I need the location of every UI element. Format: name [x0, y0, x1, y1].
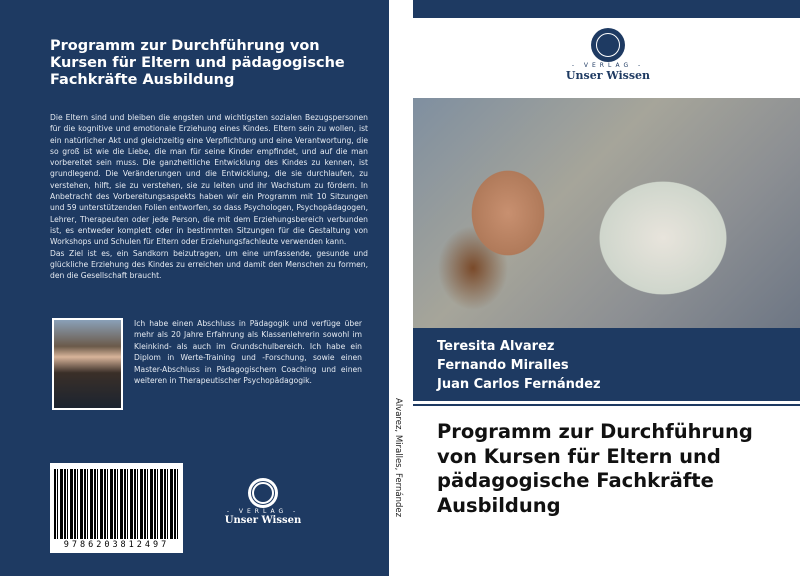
pen-nib-icon — [591, 28, 625, 62]
verlag-label: - VERLAG - — [571, 62, 645, 69]
top-band — [413, 0, 800, 18]
verlag-label: - VERLAG - — [226, 508, 300, 515]
barcode — [50, 463, 183, 553]
pen-nib-icon — [248, 478, 278, 508]
author-name: Fernando Miralles — [437, 358, 569, 373]
publisher-name: Unser Wissen — [224, 515, 302, 526]
authors-band — [413, 328, 800, 401]
back-title: Programm zur Durchführung von Kursen für Eltern und pädagogische Fachkräfte Ausbildung — [50, 38, 345, 88]
author-photo — [52, 318, 123, 410]
publisher-logo-front — [553, 28, 663, 82]
blurb — [50, 112, 368, 281]
cover-photo — [413, 98, 800, 328]
back-cover — [0, 0, 389, 576]
author-name: Juan Carlos Fernández — [437, 377, 601, 392]
author-bio: Ich habe einen Abschluss in Pädagogik und verfüge über mehr als 20 Jahre Erfahrung als Klassenlehrerin sowohl im Kleinkind- als auch im Grundschulbereich. Ich habe ein Diplom in Werte-Training und -Forschung, sowie einen Master-Abschluss in Pädagogischem Coaching und einen weiteren in Therapeutischer Psychopädagogik. — [134, 319, 362, 386]
blurb-paragraph: Das Ziel ist es, ein Sandkorn beizutragen, um eine umfassende, gesunde und glückliche Erziehung des Kindes zu erreichen und damit den Menschen zu formen, den die Gesellschaft braucht. — [50, 248, 368, 281]
divider — [413, 404, 800, 406]
barcode-bars — [54, 469, 179, 539]
front-title: Programm zur Durchführung von Kursen für Eltern und pädagogische Fachkräfte Ausbildung — [437, 420, 753, 517]
publisher-logo-back — [218, 478, 308, 526]
blurb-paragraph: Die Eltern sind und bleiben die engsten und wichtigsten sozialen Bezugspersonen für die kognitive und emotionale Erziehung eines Kindes. Eltern sein zu wollen, ist ein natürlicher Akt und gleichzeitig eine Verpflichtung und eine Verantwortung, die so groß ist wie die Liebe, die man für seine Kinder empfindet, und auf die man vorbereitet sein muss. Die ganzheitliche Entwicklung des Kindes zu kennen, ist grundlegend. Die Veränderungen und die Entwicklung, die sie durchlaufen, zu verstehen, hilft, sie zu verstehen, sie zu leiten und ihr Wachstum zu fördern. In Anbetracht des Vorbereitungsaspekts haben wir ein Programm mit 10 Sitzungen und 59 unterstützenden Folien entworfen, so dass Psychologen, Psychopädagogen, Lehrer, Therapeuten oder jede Person, die mit dem Erziehungsbereich verbunden ist, es entweder komplett oder in bestimmten Sitzungen für die Gestaltung von Workshops und Schulen für Eltern oder Erziehungsfachleute verwenden kann. — [50, 113, 368, 247]
author-name: Teresita Alvarez — [437, 339, 555, 354]
front-cover — [413, 0, 800, 576]
publisher-name: Unser Wissen — [565, 69, 651, 82]
isbn: 9786203812497 — [63, 540, 170, 550]
spine-authors: Alvarez, Miralles, Fernández — [393, 398, 403, 518]
